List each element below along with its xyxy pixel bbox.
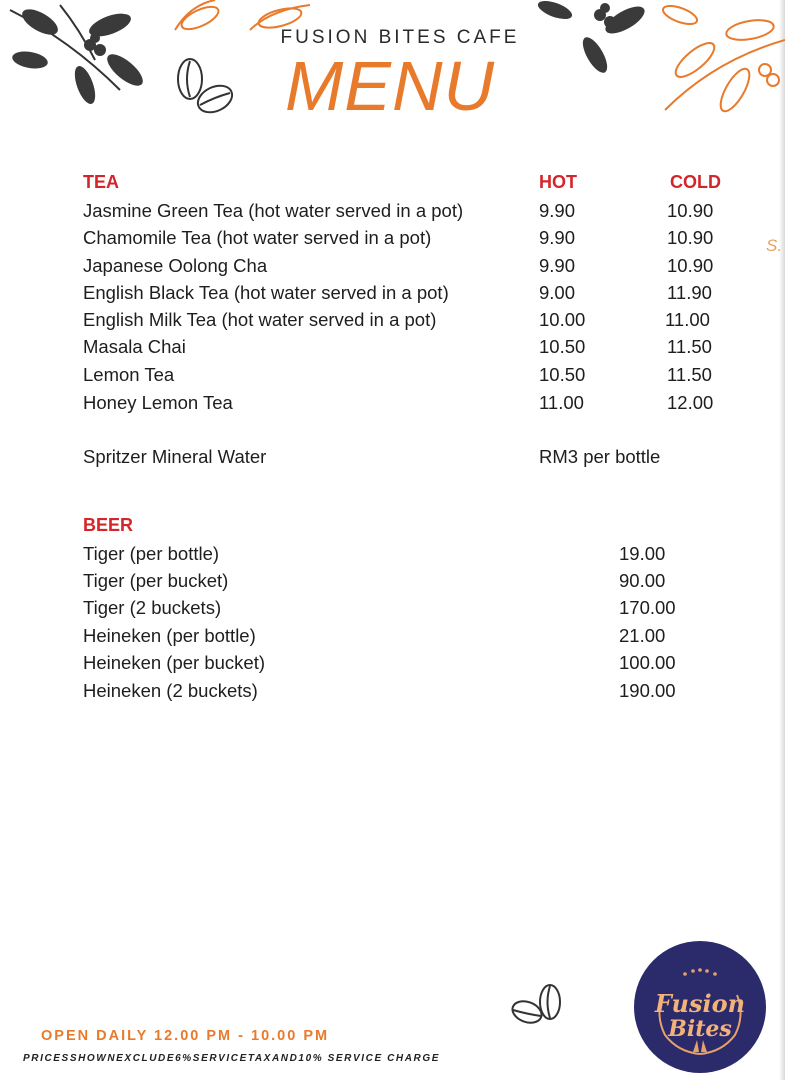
tea-item-cold-price: 11.00 <box>665 309 710 330</box>
tea-item-cold-price: 12.00 <box>667 392 714 413</box>
beer-heading: BEER <box>83 515 134 535</box>
beer-item-price: 190.00 <box>619 680 676 701</box>
beer-item-row <box>83 540 743 567</box>
beer-item-price: 170.00 <box>619 597 676 618</box>
beer-item-row <box>83 649 743 676</box>
hot-column-heading: HOT <box>539 172 577 192</box>
tea-item-cold-price: 10.90 <box>667 255 714 276</box>
tea-item-name: Lemon Tea <box>83 364 175 385</box>
tea-item-name: Chamomile Tea (hot water served in a pot) <box>83 227 432 248</box>
tea-item-cold-price: 10.90 <box>667 200 714 221</box>
tea-item-hot-price: 9.00 <box>539 282 576 303</box>
coffee-beans-bottom-illustration <box>505 980 570 1030</box>
cropped-side-text: S. <box>766 236 783 255</box>
tea-item-hot-price: 9.90 <box>539 227 576 248</box>
tea-item-name: English Black Tea (hot water served in a pot) <box>83 282 449 303</box>
tea-heading: TEA <box>83 172 119 192</box>
beer-item-price: 19.00 <box>619 543 666 564</box>
tea-item-hot-price: 10.00 <box>539 309 586 330</box>
tea-item-cold-price: 11.50 <box>667 336 712 357</box>
tea-item-hot-price: 10.50 <box>539 336 586 357</box>
tea-item-hot-price: 10.50 <box>539 364 586 385</box>
beer-item-row <box>83 594 743 621</box>
price-note: PRICESSHOWNEXCLUDE6%SERVICETAXAND10% SERVICE CHARGE <box>23 1053 441 1064</box>
tea-item-hot-price: 9.90 <box>539 200 576 221</box>
tea-item-hot-price: 11.00 <box>539 392 584 413</box>
logo-line1: Fusion <box>654 989 746 1018</box>
coffee-branch-right-illustration <box>535 0 785 120</box>
tea-item-name: English Milk Tea (hot water served in a pot) <box>83 309 437 330</box>
tea-item-name: Jasmine Green Tea (hot water served in a pot) <box>83 200 464 221</box>
beer-item-name: Heineken (per bottle) <box>83 625 256 646</box>
page-edge-shadow <box>779 0 785 1080</box>
tea-item-row <box>83 361 743 388</box>
beer-item-name: Tiger (per bottle) <box>83 543 220 564</box>
opening-hours: OPEN DAILY 12.00 PM - 10.00 PM <box>41 1028 330 1044</box>
tea-item-row <box>83 333 743 360</box>
beer-item-row <box>83 567 743 594</box>
beer-item-row <box>83 622 743 649</box>
tea-item-row <box>83 224 743 251</box>
tea-item-row <box>83 306 743 333</box>
fusion-bites-logo <box>633 940 767 1074</box>
beer-item-name: Tiger (per bucket) <box>83 570 229 591</box>
tea-item-name: Honey Lemon Tea <box>83 392 233 413</box>
tea-item-row <box>83 389 743 416</box>
tea-item-row <box>83 197 743 224</box>
menu-title: MENU <box>284 47 496 125</box>
tea-item-row <box>83 252 743 279</box>
cafe-name: FUSION BITES CAFE <box>280 27 520 48</box>
coffee-beans-top-illustration <box>170 55 240 120</box>
tea-item-hot-price: 9.90 <box>539 255 576 276</box>
water-price: RM3 per bottle <box>539 446 661 467</box>
beer-item-row <box>83 677 743 704</box>
tea-item-name: Masala Chai <box>83 336 186 357</box>
water-row <box>83 443 743 470</box>
tea-item-cold-price: 11.50 <box>667 364 712 385</box>
beer-item-name: Heineken (per bucket) <box>83 652 266 673</box>
beer-item-price: 21.00 <box>619 625 666 646</box>
tea-item-cold-price: 10.90 <box>667 227 714 248</box>
coffee-branch-left-illustration <box>0 0 170 115</box>
tea-item-row <box>83 279 743 306</box>
tea-item-name: Japanese Oolong Cha <box>83 255 268 276</box>
tea-item-cold-price: 11.90 <box>667 282 712 303</box>
water-name: Spritzer Mineral Water <box>83 446 267 467</box>
logo-line2: Bites <box>668 1016 732 1042</box>
cold-column-heading: COLD <box>670 172 721 192</box>
beer-item-price: 90.00 <box>619 570 666 591</box>
beer-item-name: Tiger (2 buckets) <box>83 597 222 618</box>
beer-item-price: 100.00 <box>619 652 676 673</box>
beer-item-name: Heineken (2 buckets) <box>83 680 258 701</box>
